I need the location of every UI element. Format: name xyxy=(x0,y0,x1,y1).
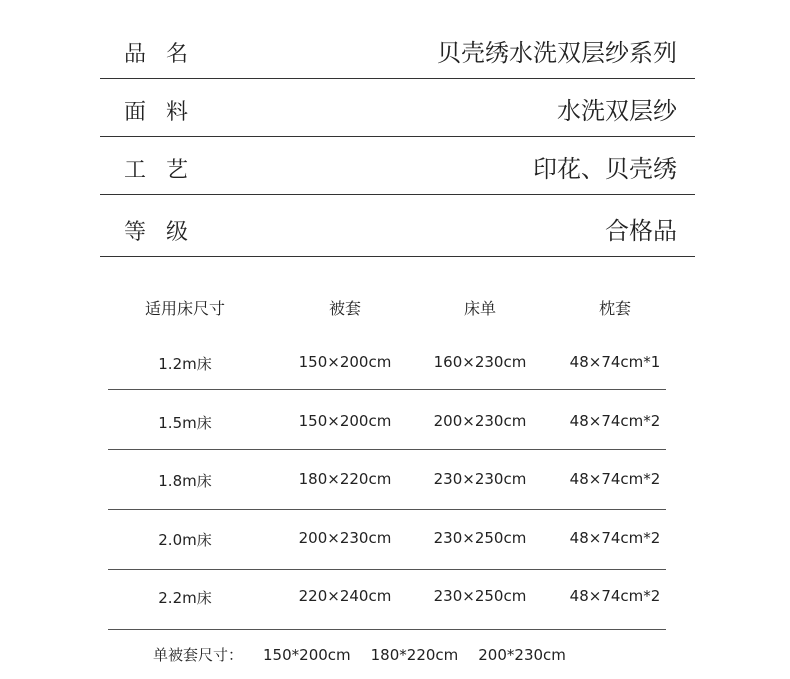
duvet-cover-cell: 220×240cm xyxy=(298,587,392,605)
bed-sheet-cell: 230×250cm xyxy=(433,587,527,605)
pillowcase-cell: 48×74cm*2 xyxy=(569,529,661,547)
row-divider xyxy=(108,629,666,630)
footer-size: 200*230cm xyxy=(478,646,566,664)
spec-value: 水洗双层纱 xyxy=(557,97,677,125)
spec-row-name xyxy=(100,20,695,79)
header-duvet-cover: 被套 xyxy=(328,299,361,318)
header-pillowcase: 枕套 xyxy=(598,299,631,318)
spec-row-craft xyxy=(100,136,695,195)
row-divider xyxy=(108,569,666,570)
spec-value: 印花、贝壳绣 xyxy=(533,155,677,183)
header-bed-sheet: 床单 xyxy=(463,299,496,318)
bed-sheet-cell: 160×230cm xyxy=(433,353,527,371)
footer-size: 150*200cm xyxy=(263,646,351,664)
spec-row-grade xyxy=(100,198,695,257)
footer-label: 单被套尺寸： xyxy=(153,646,244,664)
bed-sheet-cell: 200×230cm xyxy=(433,412,527,430)
pillowcase-cell: 48×74cm*2 xyxy=(569,587,661,605)
bed-sheet-cell: 230×230cm xyxy=(433,470,527,488)
spec-label: 工艺 xyxy=(124,158,209,183)
row-divider xyxy=(108,389,666,390)
bed-size-cell: 1.5m床 xyxy=(158,414,212,432)
spec-value: 合格品 xyxy=(605,217,677,245)
duvet-cover-cell: 200×230cm xyxy=(298,529,392,547)
single-duvet-sizes xyxy=(153,644,566,665)
bed-size-cell: 1.2m床 xyxy=(158,355,212,373)
spec-label: 品名 xyxy=(124,42,209,67)
header-bed-size: 适用床尺寸 xyxy=(144,299,225,318)
row-divider xyxy=(108,449,666,450)
footer-size: 180*220cm xyxy=(370,646,459,664)
pillowcase-cell: 48×74cm*2 xyxy=(569,470,661,488)
pillowcase-cell: 48×74cm*2 xyxy=(569,412,661,430)
duvet-cover-cell: 150×200cm xyxy=(298,353,392,371)
spec-value: 贝壳绣水洗双层纱系列 xyxy=(437,39,677,67)
row-divider xyxy=(108,509,666,510)
duvet-cover-cell: 180×220cm xyxy=(298,470,392,488)
spec-label: 面料 xyxy=(124,100,209,125)
bed-size-cell: 2.2m床 xyxy=(158,589,212,607)
spec-label: 等级 xyxy=(124,220,209,245)
bed-size-cell: 2.0m床 xyxy=(158,531,212,549)
pillowcase-cell: 48×74cm*1 xyxy=(569,353,661,371)
bed-sheet-cell: 230×250cm xyxy=(433,529,527,547)
duvet-cover-cell: 150×200cm xyxy=(298,412,392,430)
bed-size-cell: 1.8m床 xyxy=(158,472,212,490)
spec-row-fabric xyxy=(100,78,695,137)
